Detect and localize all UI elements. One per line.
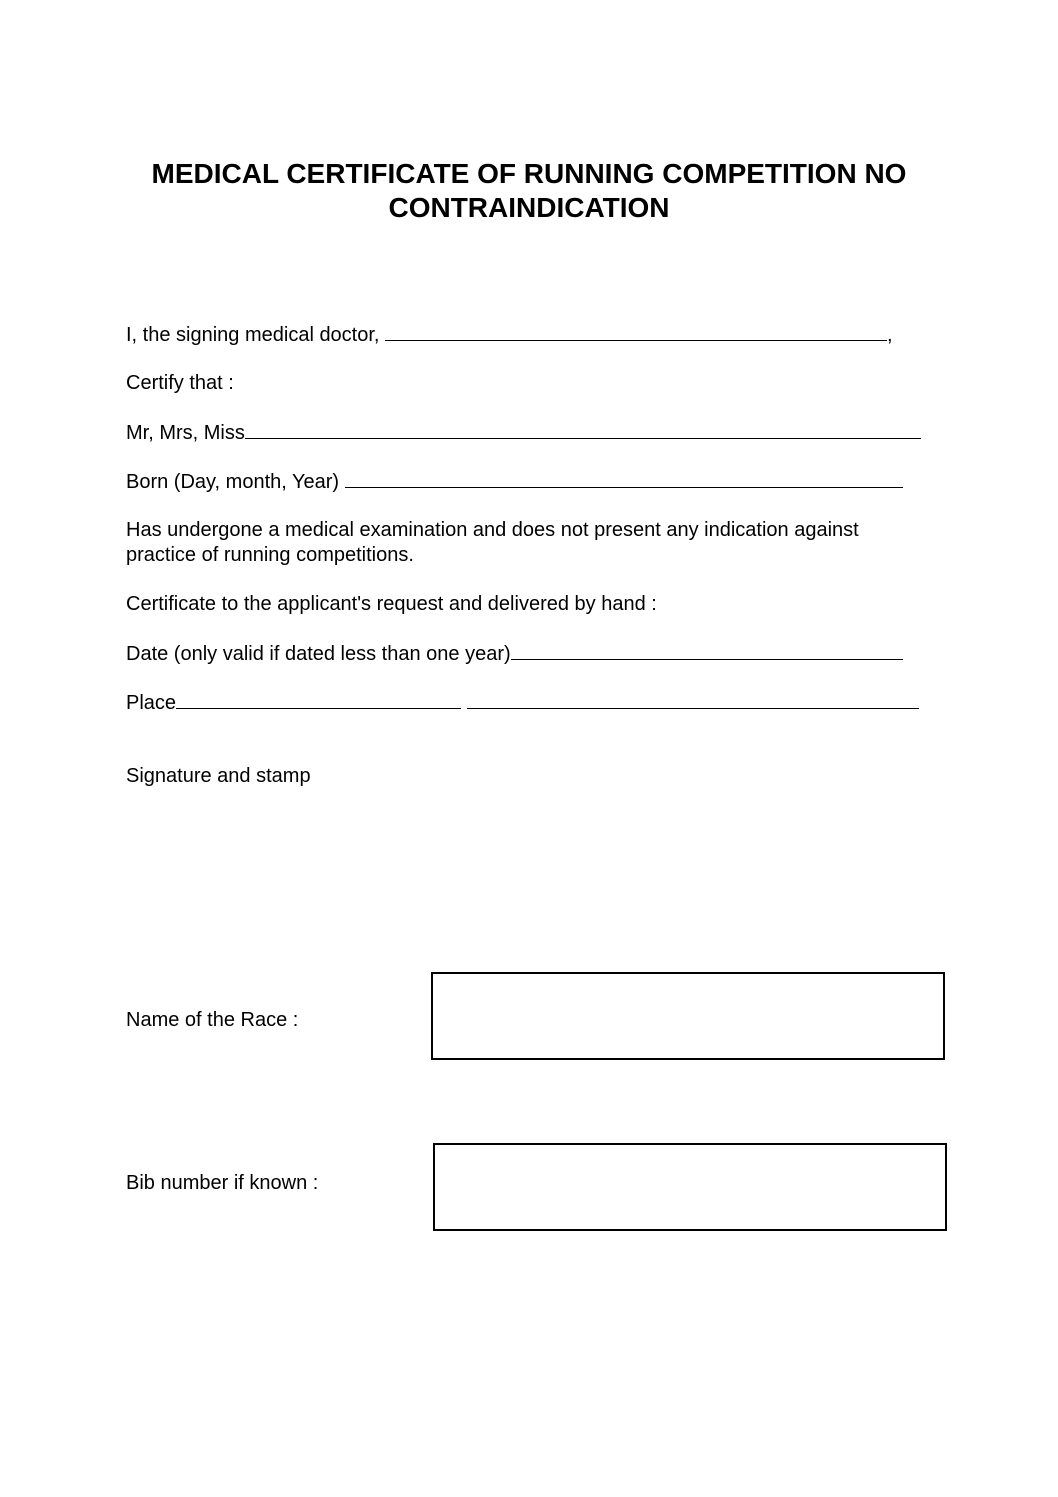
certificate-title-line-1: MEDICAL CERTIFICATE OF RUNNING COMPETITION NO [151, 158, 907, 189]
signature-label: Signature and stamp [126, 765, 311, 787]
date-line [126, 641, 903, 666]
certificate-title-line-2: CONTRAINDICATION [388, 192, 670, 223]
bib-number-box[interactable] [433, 1143, 947, 1231]
patient-name-line [126, 420, 921, 445]
examination-statement-line-1: Has undergone a medical examination and does not present any indication against [126, 519, 859, 541]
place-label: Place [126, 692, 177, 714]
certify-text: Certify that : [126, 372, 234, 394]
place-field[interactable] [176, 690, 461, 709]
patient-name-label: Mr, Mrs, Miss [126, 422, 245, 444]
place-line [126, 690, 919, 715]
place-second-field[interactable] [467, 690, 919, 709]
doctor-line [126, 322, 893, 347]
patient-name-field[interactable] [245, 420, 921, 439]
bib-number-label: Bib number if known : [126, 1172, 319, 1194]
birth-date-line [126, 469, 903, 494]
date-label: Date (only valid if dated less than one year) [126, 643, 511, 665]
date-field[interactable] [511, 641, 903, 660]
race-name-label: Name of the Race : [126, 1009, 299, 1031]
doctor-name-field[interactable] [385, 322, 887, 341]
request-text: Certificate to the applicant's request and delivered by hand : [126, 593, 657, 615]
examination-statement-line-2: practice of running competitions. [126, 544, 414, 566]
doctor-line-comma: , [887, 324, 893, 346]
race-name-box[interactable] [431, 972, 945, 1060]
birth-date-field[interactable] [345, 469, 903, 488]
birth-date-label: Born (Day, month, Year) [126, 471, 345, 493]
examination-statement [126, 518, 926, 568]
doctor-label: I, the signing medical doctor, [126, 324, 386, 346]
